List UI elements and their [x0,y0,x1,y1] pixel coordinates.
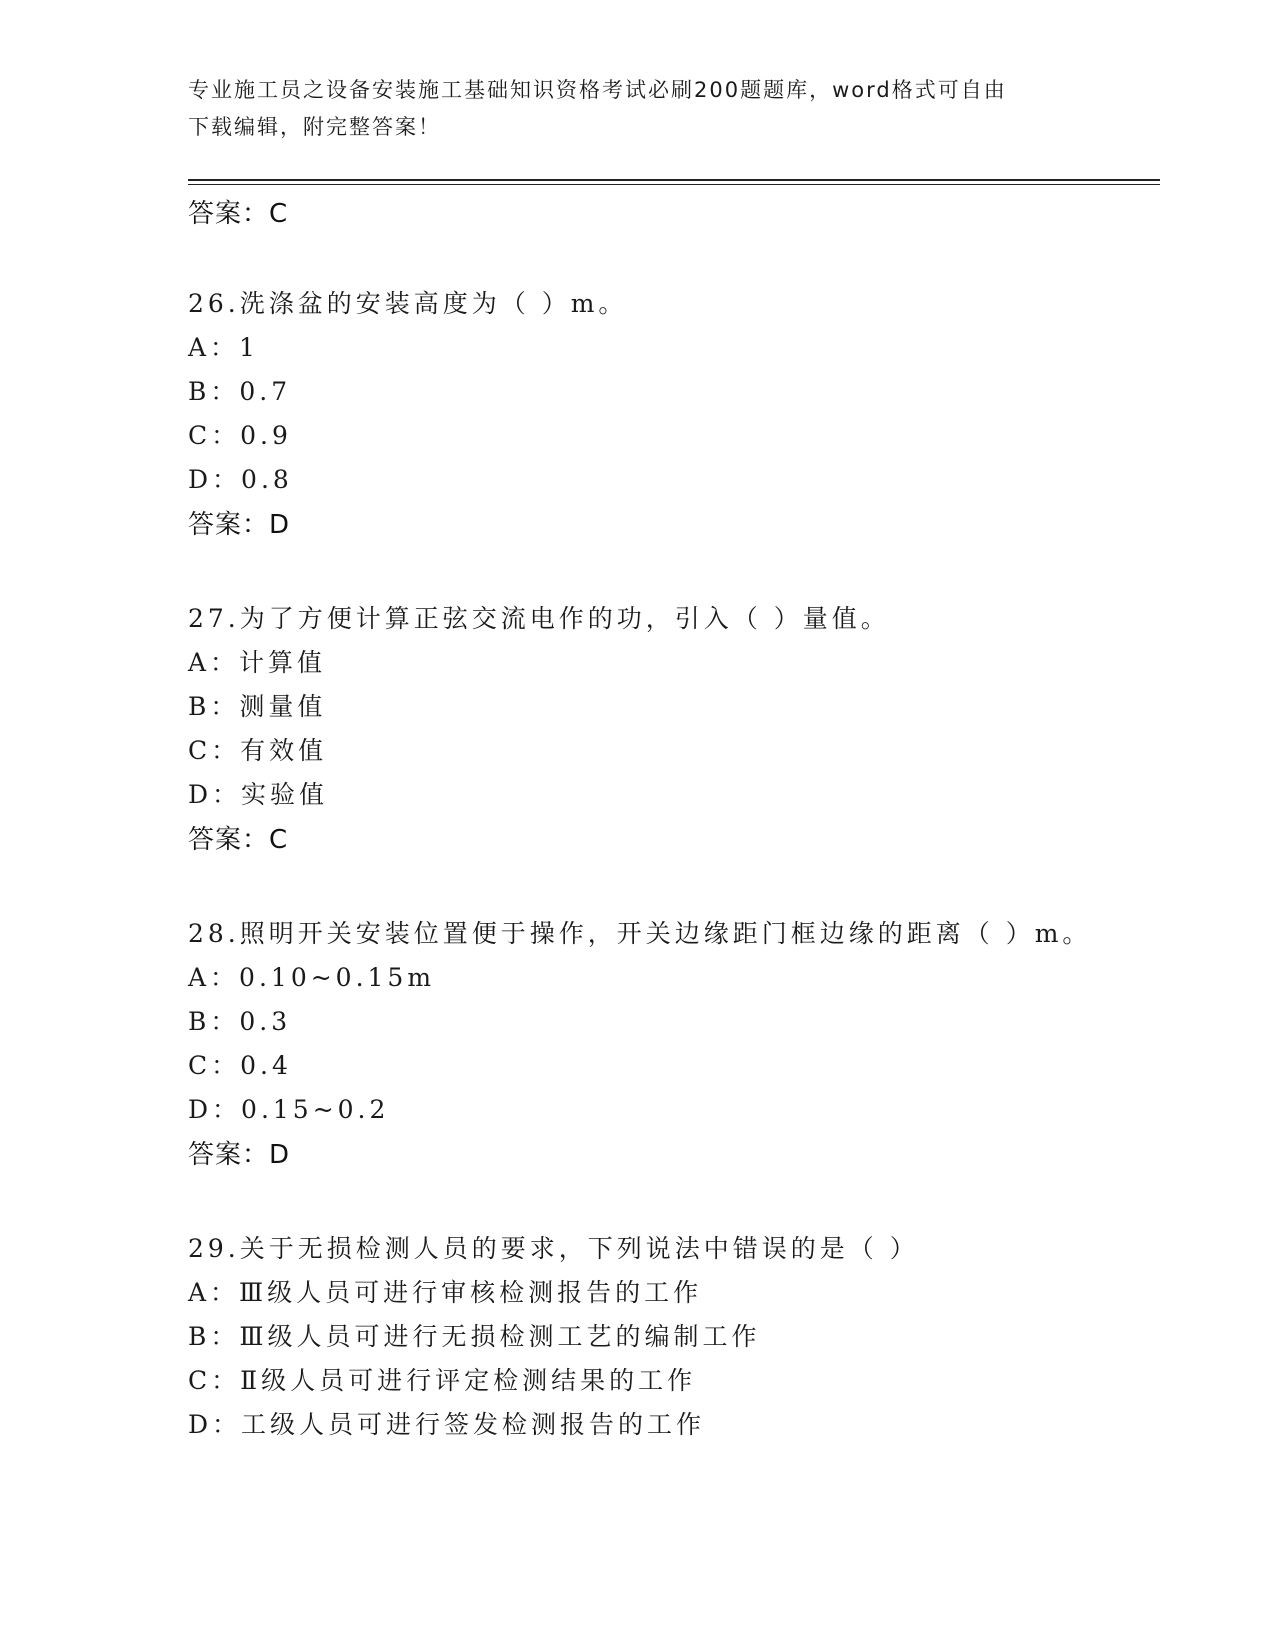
question-26-option-a: A：1 [188,333,259,362]
question-26-answer: 答案：D [188,510,291,540]
header-title-line-1: 专业施工员之设备安装施工基础知识资格考试必刷200题题库，word格式可自由 [188,78,1007,102]
question-28-stem: 28.照明开关安装位置便于操作，开关边缘距门框边缘的距离（ ）m。 [188,919,1092,948]
question-29-option-b: B：Ⅲ级人员可进行无损检测工艺的编制工作 [188,1322,761,1351]
question-29-option-a: A：Ⅲ级人员可进行审核检测报告的工作 [188,1278,703,1307]
question-26-stem: 26.洗涤盆的安装高度为（ ）m。 [188,289,628,318]
header-title-line-2: 下载编辑，附完整答案！ [188,115,441,139]
question-29-option-c: C：Ⅱ级人员可进行评定检测结果的工作 [188,1366,697,1395]
question-28-option-d: D：0.15~0.2 [188,1095,390,1124]
header-divider-thin [188,184,1160,185]
question-27-option-b: B：测量值 [188,692,327,721]
question-29-stem: 29.关于无损检测人员的要求，下列说法中错误的是（ ） [188,1234,919,1263]
question-26-option-c: C：0.9 [188,421,292,450]
document-header [188,72,1088,146]
question-27-answer: 答案：C [188,825,289,855]
question-27-stem: 27.为了方便计算正弦交流电作的功，引入（ ）量值。 [188,604,890,633]
question-26-option-d: D：0.8 [188,465,293,494]
prev-answer: 答案：C [188,199,289,229]
question-29-option-d: D：工级人员可进行签发检测报告的工作 [188,1410,706,1439]
question-26-option-b: B：0.7 [188,377,292,406]
question-28-option-c: C：0.4 [188,1051,292,1080]
question-27-option-c: C：有效值 [188,736,328,765]
question-27-option-d: D：实验值 [188,780,329,809]
header-divider-thick [188,179,1160,181]
question-28-answer: 答案：D [188,1140,291,1170]
question-28-option-b: B：0.3 [188,1007,292,1036]
question-27-option-a: A：计算值 [188,648,327,677]
question-28-option-a: A：0.10~0.15m [188,963,436,992]
